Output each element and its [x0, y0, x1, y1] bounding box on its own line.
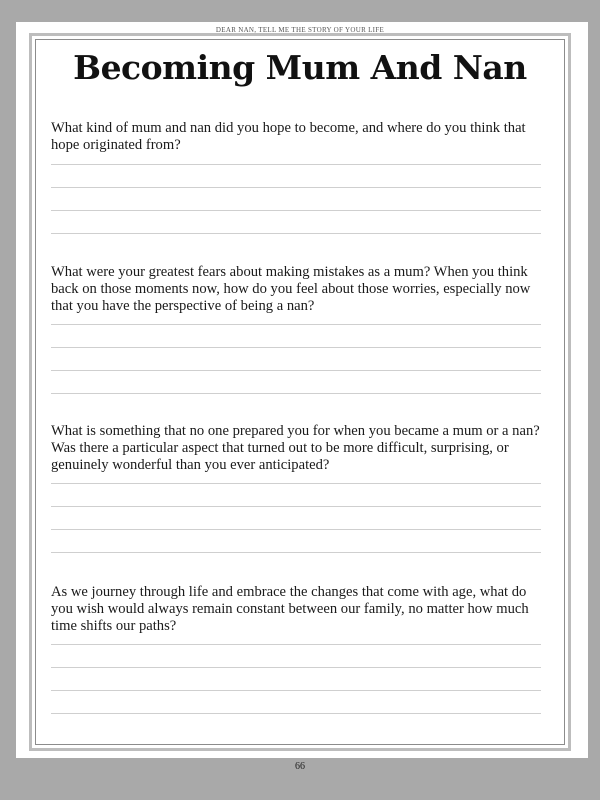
- answer-line: [51, 187, 541, 188]
- running-header: DEAR NAN, TELL ME THE STORY OF YOUR LIFE: [215, 26, 385, 34]
- answer-line: [51, 506, 541, 507]
- question-3: What is something that no one prepared you for when you became a mum or a nan? Was there a particular aspect that turned out to be more difficult, surprising, or genuinely wonderful than you ever anticipated?: [51, 423, 540, 473]
- answer-line: [51, 370, 541, 371]
- page-title: Becoming Mum And Nan: [73, 48, 527, 87]
- answer-line: [51, 233, 541, 234]
- question-1: What kind of mum and nan did you hope to become, and where do you think that hope originated from?: [51, 120, 526, 153]
- page-number: 66: [295, 761, 305, 772]
- answer-line: [51, 552, 541, 553]
- answer-line: [51, 347, 541, 348]
- answer-line: [51, 483, 541, 484]
- answer-line: [51, 324, 541, 325]
- answer-line: [51, 667, 541, 668]
- answer-line: [51, 644, 541, 645]
- question-4: As we journey through life and embrace the changes that come with age, what do you wish would always remain constant between our family, no matter how much time shifts our paths?: [51, 584, 529, 634]
- answer-line: [51, 393, 541, 394]
- question-2: What were your greatest fears about making mistakes as a mum? When you think back on those moments now, how do you feel about those worries, especially now that you have the perspective of being a nan?: [51, 264, 531, 314]
- answer-line: [51, 529, 541, 530]
- answer-line: [51, 210, 541, 211]
- answer-line: [51, 690, 541, 691]
- answer-line: [51, 164, 541, 165]
- answer-line: [51, 713, 541, 714]
